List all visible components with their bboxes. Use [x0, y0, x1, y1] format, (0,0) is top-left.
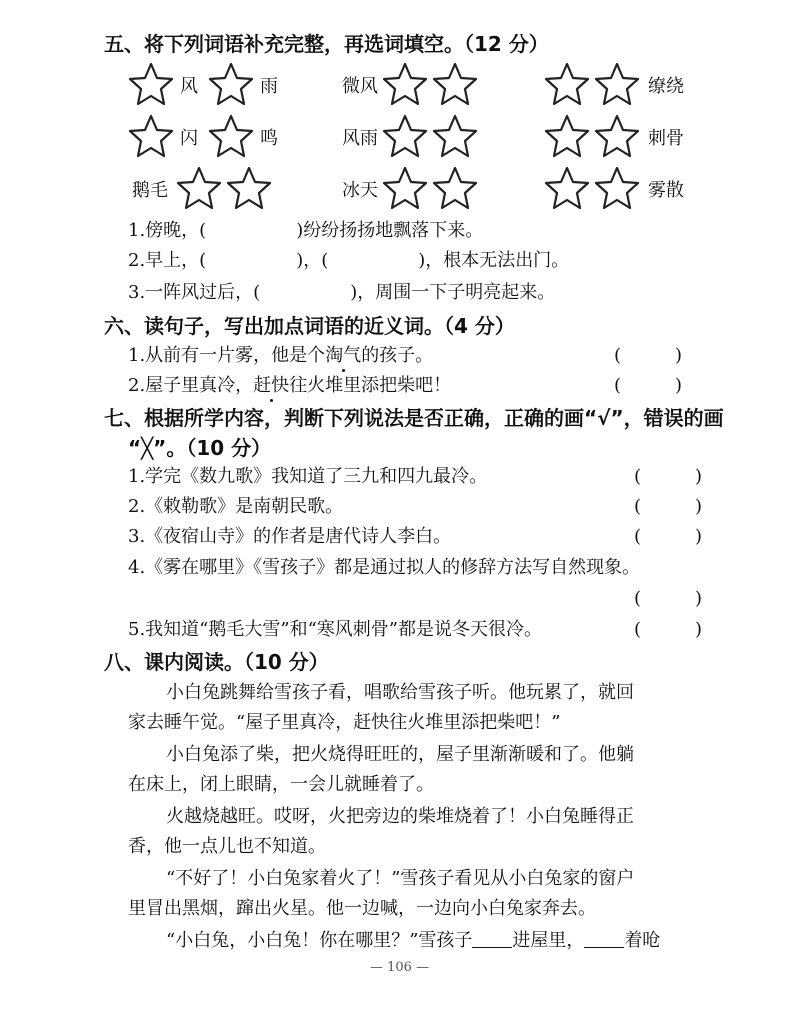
reading-p3-line2: 香，他一点儿也不知道。: [128, 836, 326, 857]
reading-p3-line1: 火越烧越旺。哎呀，火把旁边的柴堆烧着了！小白兔睡得正: [166, 806, 634, 827]
answer-paren[interactable]: ( ): [634, 466, 703, 487]
judge-question-2: 2.《敕勒歌》是南朝民歌。: [128, 496, 344, 517]
question-text: 2.屋子里真冷，: [128, 375, 254, 396]
reading-p1-line2: 家去睡午觉。“屋子里真冷，赶快往火堆里添把柴吧！”: [128, 712, 561, 733]
fill-question-3: 3.一阵风过后，( )，周围一下子明亮起来。: [128, 282, 556, 303]
word-char: 风: [180, 76, 198, 97]
star-blank-icon[interactable]: [128, 62, 174, 106]
word-char: 风雨: [342, 128, 378, 149]
star-blank-icon[interactable]: [382, 166, 428, 210]
word-char: 雨: [260, 76, 278, 97]
word-char: 缭绕: [648, 76, 684, 97]
reading-p4-line2: 里冒出黑烟，蹿出火星。他一边喊，一边向小白兔家奔去。: [128, 898, 596, 919]
star-blank-icon[interactable]: [208, 114, 254, 158]
star-blank-icon[interactable]: [544, 114, 590, 158]
section7-title-line1: 七、根据所学内容，判断下列说法是否正确，正确的画“√”，错误的画: [104, 406, 724, 430]
judge-question-4: 4.《雾在哪里》《雪孩子》都是通过拟人的修辞方法写自然现象。: [128, 557, 641, 578]
answer-blank[interactable]: [584, 929, 624, 948]
question-text: 1.从前有一片雾，他是个: [128, 345, 326, 366]
star-blank-icon[interactable]: [432, 166, 478, 210]
word-char: 闪: [180, 128, 198, 149]
dotted-word: 淘气: [325, 345, 362, 366]
answer-paren[interactable]: ( ): [634, 619, 703, 640]
reading-p2-line1: 小白兔添了柴，把火烧得旺旺的，屋子里渐渐暖和了。他躺: [166, 744, 634, 765]
question-text: 的孩子。: [361, 345, 434, 366]
star-blank-icon[interactable]: [544, 166, 590, 210]
section5-title: 五、将下列词语补充完整，再选词填空。（12 分）: [104, 32, 549, 56]
page-number: — 106 —: [370, 960, 430, 975]
reading-text: “小白兔，小白兔！你在哪里？”雪孩子: [166, 930, 473, 951]
star-blank-icon[interactable]: [544, 62, 590, 106]
fill-question-2: 2.早上，( )，( )，根本无法出门。: [128, 250, 570, 271]
star-blank-icon[interactable]: [382, 114, 428, 158]
star-blank-icon[interactable]: [432, 114, 478, 158]
word-char: 鹅毛: [132, 180, 168, 201]
star-blank-icon[interactable]: [226, 166, 272, 210]
word-char: 鸣: [260, 128, 278, 149]
word-char: 微风: [342, 76, 378, 97]
answer-paren[interactable]: ( ): [614, 345, 683, 366]
section6-title: 六、读句子，写出加点词语的近义词。（4 分）: [104, 314, 515, 338]
synonym-question-1: [128, 341, 433, 367]
star-blank-icon[interactable]: [128, 114, 174, 158]
judge-question-5: 5.我知道“鹅毛大雪”和“寒风刺骨”都是说冬天很冷。: [128, 619, 542, 640]
synonym-question-2: [128, 371, 451, 397]
star-blank-icon[interactable]: [594, 114, 640, 158]
dotted-word: 赶快: [253, 375, 290, 396]
section7-title-line2: “╳”。（10 分）: [128, 436, 272, 460]
star-blank-icon[interactable]: [382, 62, 428, 106]
answer-paren[interactable]: ( ): [634, 588, 703, 609]
star-blank-icon[interactable]: [594, 62, 640, 106]
word-char: 刺骨: [648, 128, 684, 149]
reading-p4-line1: “不好了！小白兔家着火了！”雪孩子看见从小白兔家的窗户: [166, 868, 635, 889]
reading-p2-line2: 在床上，闭上眼睛，一会儿就睡着了。: [128, 774, 434, 795]
star-blank-icon[interactable]: [208, 62, 254, 106]
section8-title: 八、课内阅读。（10 分）: [104, 650, 329, 674]
answer-paren[interactable]: ( ): [634, 496, 703, 517]
word-char: 冰天: [342, 180, 378, 201]
fill-question-1: 1.傍晚，( )纷纷扬扬地飘落下来。: [128, 220, 484, 241]
answer-paren[interactable]: ( ): [634, 526, 703, 547]
star-blank-icon[interactable]: [432, 62, 478, 106]
star-blank-icon[interactable]: [176, 166, 222, 210]
star-blank-icon[interactable]: [594, 166, 640, 210]
reading-p5-line1: [166, 926, 660, 952]
judge-question-3: 3.《夜宿山寺》的作者是唐代诗人李白。: [128, 526, 452, 547]
question-text: 往火堆里添把柴吧！: [289, 375, 452, 396]
word-char: 雾散: [648, 180, 684, 201]
reading-p1-line1: 小白兔跳舞给雪孩子看，唱歌给雪孩子听。他玩累了，就回: [166, 682, 634, 703]
judge-question-1: 1.学完《数九歌》我知道了三九和四九最冷。: [128, 466, 488, 487]
answer-paren[interactable]: ( ): [614, 375, 683, 396]
answer-blank[interactable]: [472, 929, 512, 948]
reading-text: 着呛: [624, 930, 661, 951]
reading-text: 进屋里，: [512, 930, 585, 951]
